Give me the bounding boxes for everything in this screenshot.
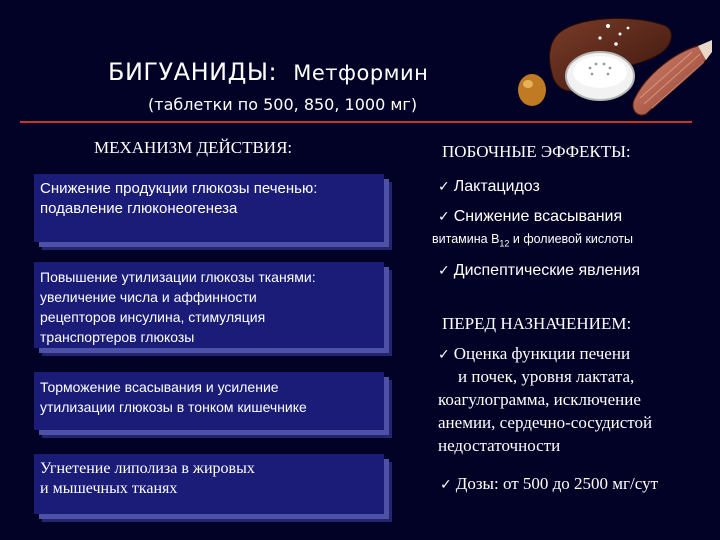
side-effect-2: ✓ Снижение всасывания — [438, 208, 623, 225]
mechanism-box-3 — [34, 372, 384, 430]
mechanism-text-2: Повышение утилизации глюкозы тканями: увеличение числа и аффинности рецепторов инсулина, стимуляция транспортеров глюкозы — [40, 269, 316, 345]
mechanism-text-1: Снижение продукции глюкозы печенью: подавление глюконеогенеза — [40, 180, 318, 217]
side-effect-3: ✓ Диспептические явления — [438, 262, 640, 279]
mechanism-text-3: Торможение всасывания и усиление утилизации глюкозы в тонком кишечнике — [40, 379, 307, 415]
check-icon: ✓ — [438, 209, 450, 225]
mechanism-box-2 — [34, 262, 384, 348]
dose-line: ✓ Дозы: от 500 до 2500 мг/сут — [440, 474, 658, 493]
side-effect-2-note: витамина $В_{12}$ и фолиевой кислоты — [432, 232, 633, 249]
liver-pill-muscle-illustration — [516, 4, 714, 120]
mechanism-box-1 — [34, 174, 384, 242]
side-effect-1: ✓ Лактацидоз — [438, 178, 540, 195]
slide-title — [108, 58, 428, 86]
mechanism-box-4 — [34, 454, 384, 514]
mechanism-text-4: Угнетение липолиза в жировых и мышечных тканях — [40, 460, 255, 497]
title-divider — [20, 121, 692, 123]
check-icon: ✓ — [438, 263, 450, 279]
check-icon: ✓ — [438, 347, 450, 363]
before-heading: ПЕРЕД НАЗНАЧЕНИЕМ: — [442, 314, 632, 333]
side-effects-heading: ПОБОЧНЫЕ ЭФФЕКТЫ: — [442, 142, 631, 161]
check-icon: ✓ — [438, 179, 450, 195]
mechanism-heading: МЕХАНИЗМ ДЕЙСТВИЯ: — [94, 138, 293, 157]
title-drug: Метформин — [293, 61, 429, 85]
title-main: БИГУАНИДЫ: — [108, 58, 278, 86]
check-icon: ✓ — [440, 477, 452, 493]
slide-subtitle: (таблетки по 500, 850, 1000 мг) — [148, 95, 418, 114]
before-eval: ✓ Оценка функции печени и почек, уровня лактата, коагулограмма, исключение анемии, сердечно-сосудистой недостаточности — [438, 344, 653, 455]
